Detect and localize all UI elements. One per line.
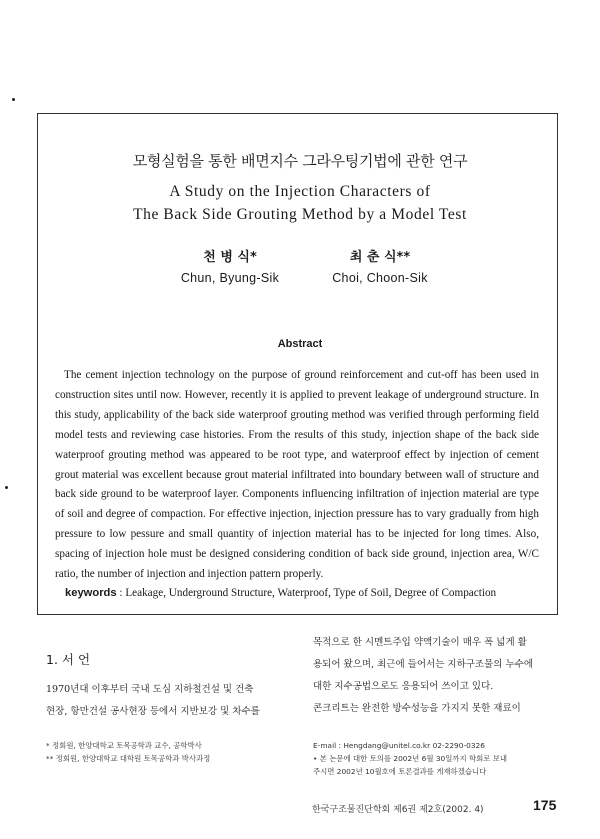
footnotes-left xyxy=(46,739,210,765)
margin-mark xyxy=(12,98,15,101)
margin-mark xyxy=(5,486,8,489)
keywords-line xyxy=(65,587,545,599)
journal-citation: 한국구조물진단학회 제6권 제2호(2002. 4) xyxy=(312,805,484,815)
body-right-column xyxy=(313,632,558,720)
footnotes-right xyxy=(313,739,507,778)
author-name-korean: 최 춘 식** xyxy=(349,250,411,265)
footnote: ** 정회원, 한양대학교 대학원 토목공학과 박사과정 xyxy=(46,754,211,763)
author-name-korean: 천 병 식* xyxy=(203,250,257,265)
title-english-line-1: A Study on the Injection Characters of xyxy=(169,183,431,200)
title-english-line-2: The Back Side Grouting Method by a Model Test xyxy=(133,206,467,223)
body-line: 콘크리트는 완전한 방수성능을 가지지 못한 재료이 xyxy=(313,703,521,714)
footnote: E-mail : Hengdang@unitel.co.kr 02-2290-0326 xyxy=(313,741,485,750)
footnote: • 본 논문에 대한 토의를 2002년 6월 30일까지 학회로 보내 xyxy=(313,754,508,763)
author-1 xyxy=(150,246,310,285)
author-name-english: Choi, Choon-Sik xyxy=(332,271,428,285)
section-heading: 1. 서 언 xyxy=(46,652,91,667)
keywords-list: : Leakage, Underground Structure, Waterproof, Type of Soil, Degree of Compaction xyxy=(116,587,497,599)
body-line: 용되어 왔으며, 최근에 들어서는 지하구조물의 누수에 xyxy=(313,659,534,670)
body-line: 현장, 항만건설 공사현장 등에서 지반보강 및 차수를 xyxy=(46,706,260,717)
title-korean: 모형실험을 통한 배면지수 그라우팅기법에 관한 연구 xyxy=(132,152,468,170)
footnote: * 정회원, 한양대학교 토목공학과 교수, 공학박사 xyxy=(46,741,202,750)
author-2 xyxy=(300,246,460,285)
body-line: 목적으로 한 시멘트주입 약액기술이 매우 폭 넓게 활 xyxy=(313,637,527,648)
page-number: 175 xyxy=(533,797,557,813)
abstract-heading: Abstract xyxy=(277,338,323,350)
footnote: 주시면 2002년 10월호에 토론결과를 게재하겠습니다 xyxy=(313,767,487,776)
body-line: 대한 지수공법으로도 응용되어 쓰이고 있다. xyxy=(313,681,494,692)
keywords-label: keywords xyxy=(65,587,117,599)
author-name-english: Chun, Byung-Sik xyxy=(180,271,280,285)
body-line: 1970년대 이후부터 국내 도심 지하철건설 및 건축 xyxy=(46,684,254,695)
abstract-text: The cement injection technology on the purpose of ground reinforcement and cut-off has been used in construction sites until now. However, recently it is applied to prevent leakage of underground structure. In this study, applicability of the back side waterproof grouting method was verified through performing field model tests and reviewing case histories. From the results of this study, injection shape of the back side waterproof grouting method was appeared to be root type, and waterproof effect by injection of cement grout material was excellent because grout material infiltrated into boundary between wall of structure and back side ground to be waterproof layer. Components influencing infiltration of injection material are type of soil and degree of compaction. For effective injection, injection pressure has to vary gradually from high pressure to low pessure and small quantity of injection material has to be injected for long times. Also, spacing of injection hole must be designed considering condition of back side ground, injection area, W/C ratio, the number of injection and injection pattern properly. xyxy=(55,369,539,581)
body-left-column xyxy=(46,679,286,723)
